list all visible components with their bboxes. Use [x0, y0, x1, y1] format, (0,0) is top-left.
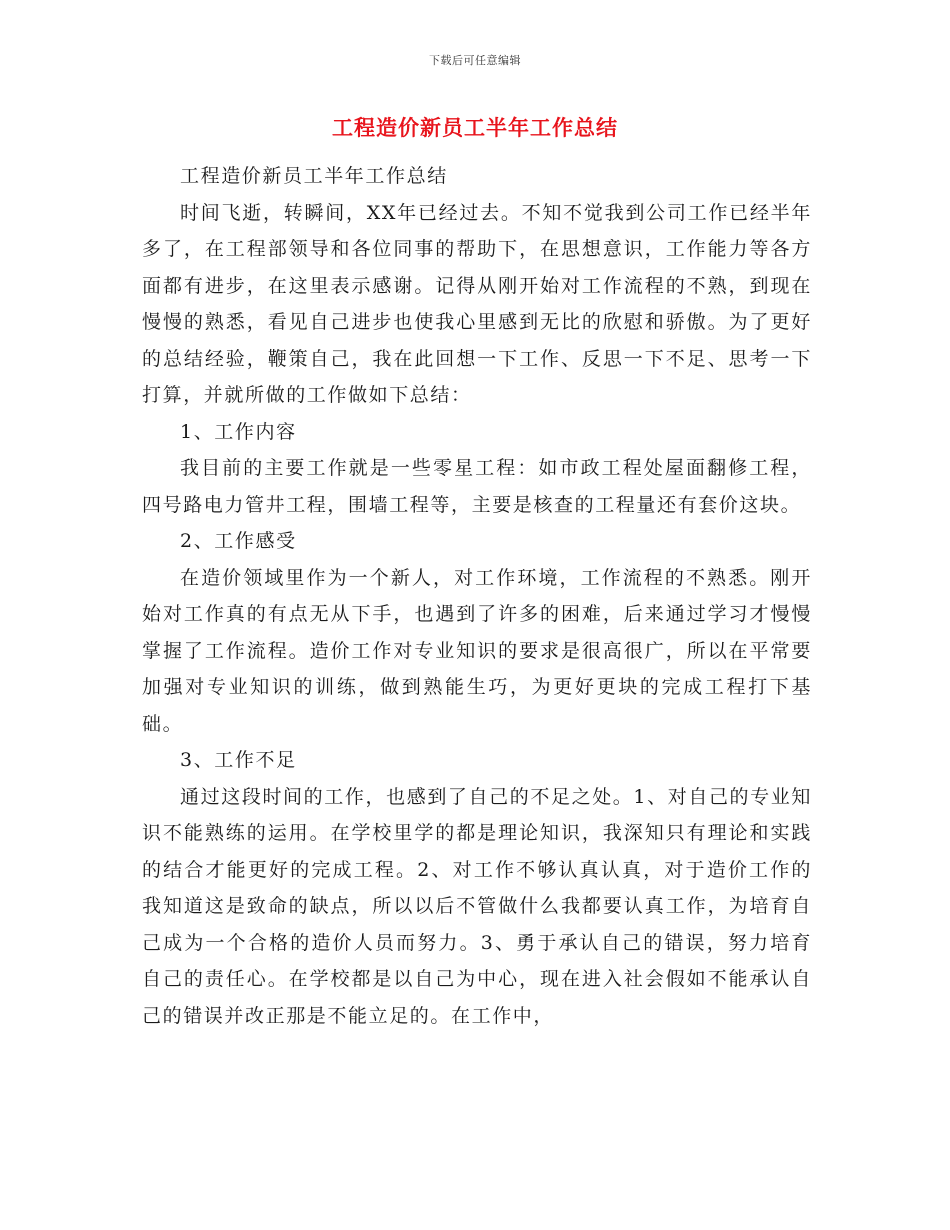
- work-feelings-paragraph: 在造价领域里作为一个新人，对工作环境，工作流程的不熟悉。刚开始对工作真的有点无从下手，也遇到了许多的困难，后来通过学习才慢慢掌握了工作流程。造价工作对专业知识的要求是很高很广，所以在平常要加强对专业知识的训练，做到熟能生巧，为更好更块的完成工程打下基础。: [142, 566, 812, 735]
- document-title: 工程造价新员工半年工作总结: [332, 115, 618, 140]
- document-body: [142, 158, 812, 1034]
- section-heading-work-content: 1、工作内容: [180, 420, 297, 443]
- work-shortcomings-paragraph: 通过这段时间的工作，也感到了自己的不足之处。1、对自己的专业知识不能熟练的运用。在学校里学的都是理论知识，我深知只有理论和实践的结合才能更好的完成工程。2、对工作不够认真认真，对于造价工作的我知道这是致命的缺点，所以以后不管做什么我都要认真工作，为培育自己成为一个合格的造价人员而努力。3、勇于承认自己的错误，努力培育自己的责任心。在学校都是以自己为中心，现在进入社会假如不能承认自己的错误并改正那是不能立足的。在工作中，: [142, 785, 812, 1027]
- intro-paragraph: 时间飞逝，转瞬间，XX年已经过去。不知不觉我到公司工作已经半年多了，在工程部领导和各位同事的帮助下，在思想意识，工作能力等各方面都有进步，在这里表示感谢。记得从刚开始对工作流程的不熟，到现在慢慢的熟悉，看见自己进步也使我心里感到无比的欣慰和骄傲。为了更好的总结经验，鞭策自己，我在此回想一下工作、反思一下不足、思考一下打算，并就所做的工作做如下总结：: [142, 201, 812, 406]
- section-heading-work-shortcomings: 3、工作不足: [180, 749, 297, 771]
- work-content-paragraph: 我目前的主要工作就是一些零星工程：如市政工程处屋面翻修工程，四号路电力管井工程，围墙工程等，主要是核查的工程量还有套价这块。: [142, 457, 812, 516]
- subtitle-paragraph: 工程造价新员工半年工作总结: [180, 165, 448, 187]
- section-heading-work-feelings: 2、工作感受: [180, 530, 297, 552]
- header-note: 下载后可任意编辑: [429, 54, 521, 67]
